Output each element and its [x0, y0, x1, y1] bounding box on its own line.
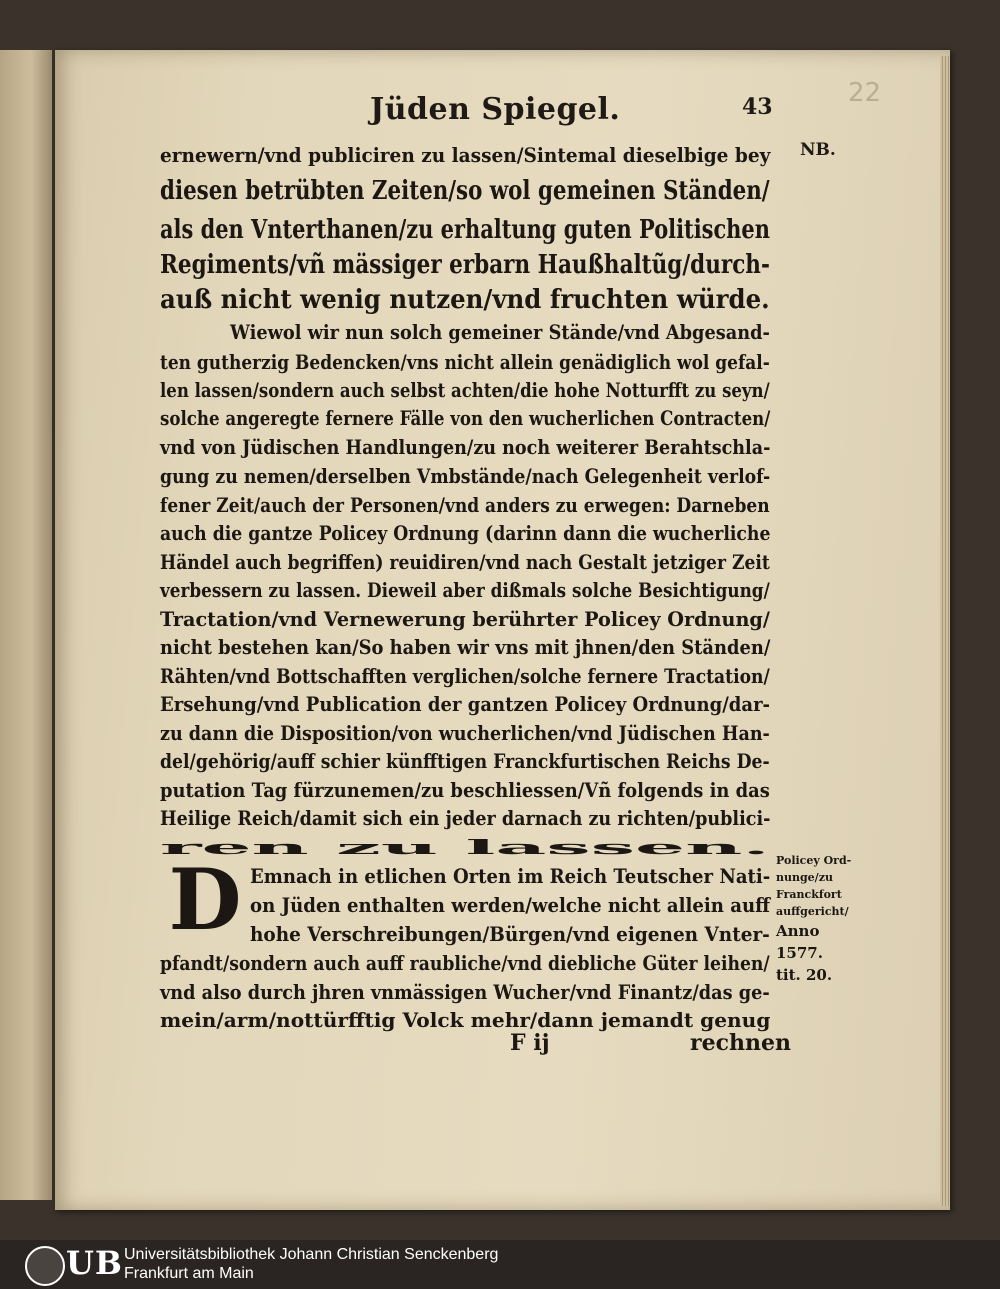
marginal-line: tit. 20.: [776, 966, 833, 984]
running-header: Jüden Spiegel.: [370, 92, 621, 127]
text-line: pfandt/sondern auch auff raubliche/vnd diebliche Güter leihen/: [160, 951, 770, 975]
text-line: Händel auch begriffen) reuidiren/vnd nach Gestalt jetziger Zeit: [160, 550, 770, 574]
marginal-line: auffgericht/: [776, 905, 849, 918]
text-line: hohe Verschreibungen/Bürgen/vnd eigenen Vnter-: [250, 922, 770, 946]
text-line: Heilige Reich/damit sich ein jeder darnach zu richten/publici-: [160, 806, 771, 830]
text-line: on Jüden enthalten werden/welche nicht allein auff: [250, 893, 771, 917]
text-line: Rähten/vnd Bottschafften verglichen/solche fernere Tractation/: [160, 664, 770, 688]
catchword: rechnen: [690, 1030, 791, 1056]
text-line: ren zu lassen.: [160, 835, 770, 859]
decorated-initial: D: [168, 850, 242, 949]
ub-logo: UB: [66, 1244, 123, 1282]
margin-note-nb: NB.: [800, 140, 836, 160]
text-line: Regiments/vñ mässiger erbarn Haußhaltũg/durch-: [160, 250, 770, 280]
text-line: als den Vnterthanen/zu erhaltung guten Politischen: [160, 215, 770, 245]
marginal-line: Franckfort: [776, 888, 842, 901]
text-line: nicht bestehen kan/So haben wir vns mit jhnen/den Ständen/: [160, 635, 771, 659]
page-stack-edge: [940, 56, 950, 1206]
marginal-line: 1577.: [776, 944, 823, 962]
text-line: mein/arm/nottürfftig Volck mehr/dann jemandt genug: [160, 1008, 771, 1032]
text-line: gung zu nemen/derselben Vmbstände/nach Gelegenheit verlof-: [160, 464, 771, 488]
text-line: auch die gantze Policey Ordnung (darinn dann die wucherliche: [160, 521, 771, 545]
page-number: 43: [742, 94, 773, 120]
text-line: auß nicht wenig nutzen/vnd fruchten würde.: [160, 285, 770, 315]
text-line: vnd von Jüdischen Handlungen/zu noch weiterer Berahtschla-: [160, 435, 771, 459]
text-line: ernewern/vnd publiciren zu lassen/Sintemal dieselbige bey: [160, 143, 771, 167]
text-line: ten gutherzig Bedencken/vns nicht allein genädiglich wol gefal-: [160, 350, 770, 374]
marginal-line: nunge/zu: [776, 871, 833, 884]
text-line: verbessern zu lassen. Dieweil aber dißmals solche Besichtigung/: [160, 578, 770, 602]
marginal-line: Policey Ord-: [776, 854, 852, 867]
text-line: vnd also durch jhren vnmässigen Wucher/vnd Finantz/das ge-: [160, 980, 770, 1004]
library-name-line1: Universitätsbibliothek Johann Christian Senckenberg: [124, 1246, 499, 1263]
text-line: putation Tag fürzunemen/zu beschliessen/Vñ folgends in das: [160, 778, 770, 802]
facing-page-edge: [0, 50, 52, 1200]
text-line: Wiewol wir nun solch gemeiner Stände/vnd Abgesand-: [230, 320, 770, 344]
text-line: diesen betrübten Zeiten/so wol gemeinen Ständen/: [160, 176, 770, 206]
text-line: Emnach in etlichen Orten im Reich Teutscher Nati-: [250, 864, 771, 888]
text-line: fener Zeit/auch der Personen/vnd anders zu erwegen: Darneben: [160, 493, 770, 517]
signature-mark: F ij: [510, 1030, 550, 1056]
library-footer: [0, 1240, 1000, 1289]
library-seal-icon: [25, 1246, 65, 1286]
text-line: solche angeregte fernere Fälle von den wucherlichen Contracten/: [160, 406, 771, 430]
library-name: [124, 1245, 498, 1283]
text-line: del/gehörig/auff schier künfftigen Franckfurtischen Reichs De-: [160, 749, 770, 773]
text-line: zu dann die Disposition/von wucherlichen/vnd Jüdischen Han-: [160, 721, 770, 745]
text-line: len lassen/sondern auch selbst achten/die hohe Notturfft zu seyn/: [160, 378, 770, 402]
marginal-line: Anno: [776, 922, 820, 940]
text-line: Ersehung/vnd Publication der gantzen Policey Ordnung/dar-: [160, 692, 771, 716]
library-name-line2: Frankfurt am Main: [124, 1265, 254, 1282]
text-line: Tractation/vnd Vernewerung berührter Policey Ordnung/: [160, 607, 770, 631]
marginal-note: [776, 852, 856, 986]
pencil-annotation: 22: [848, 78, 882, 108]
